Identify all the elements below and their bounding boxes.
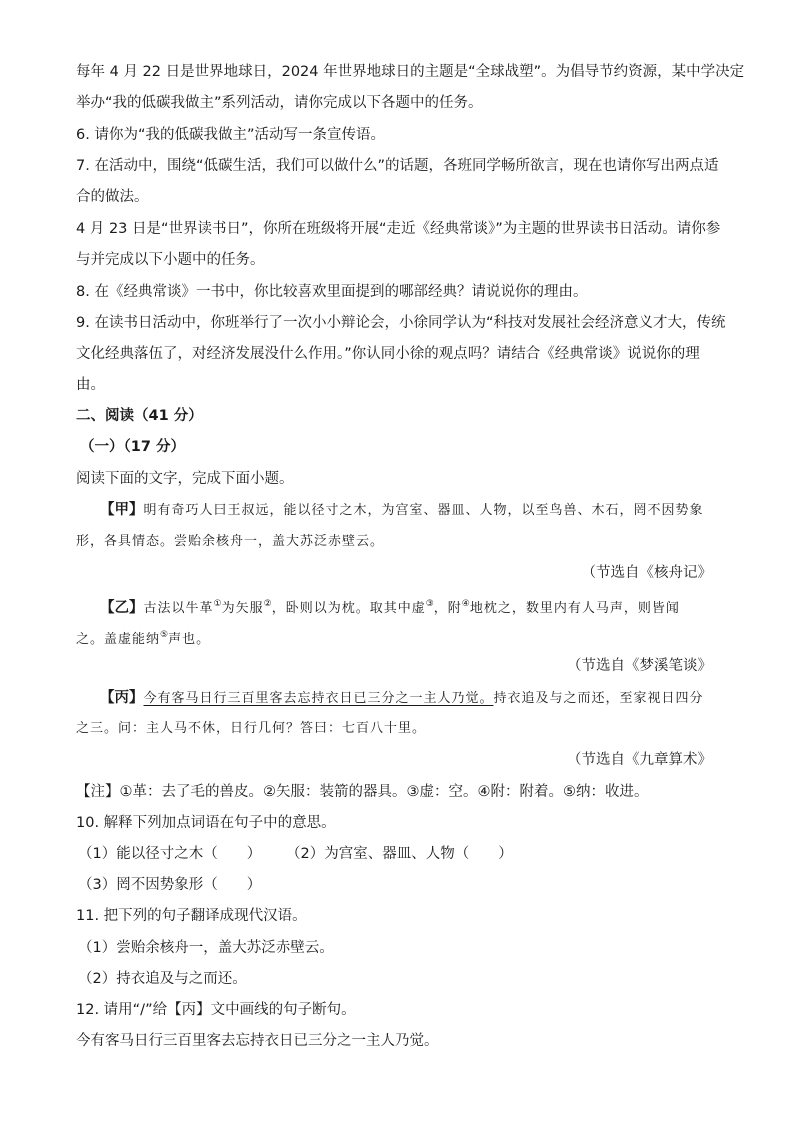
question-9-line-3: 由。 (76, 377, 105, 393)
question-11-item-2: （2）持衣追及与之而还。 (78, 971, 247, 987)
note-marker-3: ③ (425, 599, 434, 609)
passage-bing-line-1: 【丙】今有客马日行三百里客去忘持衣日已三分之一主人乃觉。持衣追及与之而还，至家视日四分 (100, 690, 704, 706)
note-marker-1: ① (213, 599, 222, 609)
passage-bing-tag: 【丙】 (100, 690, 144, 706)
note-marker-5: ⑤ (160, 630, 169, 640)
question-7-line-2: 合的做法。 (76, 189, 149, 205)
passage-jia-source: （节选自《核舟记》 (581, 565, 712, 581)
note-marker-2: ② (263, 599, 272, 609)
question-6: 6. 请你为“我的低碳我做主”活动写一条宣传语。 (76, 127, 385, 143)
reading-instruction: 阅读下面的文字，完成下面小题。 (76, 471, 294, 487)
question-9-line-1: 9. 在读书日活动中，你班举行了一次小小辩论会，小徐同学认为“科技对发展社会经济意义才大，传统 (76, 315, 726, 331)
note-marker-4: ④ (461, 599, 470, 609)
passage-yi-tag: 【乙】 (100, 599, 144, 616)
annotation-notes: 【注】①革：去了毛的兽皮。②矢服：装箭的器具。③虚：空。④附：附着。⑤纳：收进。 (76, 784, 649, 800)
question-11-item-1: （1）尝贻余核舟一，盖大苏泛赤壁云。 (78, 940, 334, 956)
question-10-stem: 10. 解释下列加点词语在句子中的意思。 (76, 815, 336, 831)
question-9-line-2: 文化经典落伍了，对经济发展没什么作用。”你认同小徐的观点吗？请结合《经典常谈》说说你的理 (76, 346, 700, 362)
passage-bing-line-2: 之三。问：主人马不休，日行几何？答曰：七百八十里。 (76, 721, 427, 736)
question-10-item-1: （1）能以径寸之木（ ） (78, 846, 262, 862)
passage-jia-line-1 (100, 500, 704, 521)
reading-day-line-2: 与并完成以下小题中的任务。 (76, 252, 265, 268)
question-8: 8. 在《经典常谈》一书中，你比较喜欢里面提到的哪部经典？请说说你的理由。 (76, 284, 588, 300)
passage-bing-underlined-sentence: 今有客马日行三百里客去忘持衣日已三分之一主人乃觉。 (143, 691, 494, 706)
intro-line-2: 举办“我的低碳我做主”系列活动，请你完成以下各题中的任务。 (76, 95, 483, 111)
passage-yi-line-2: 之。盖虚能纳⑤声也。 (76, 630, 211, 647)
intro-line-1: 每年 4 月 22 日是世界地球日，2024 年世界地球日的主题是“全球战塑”。为倡导节约资源，某中学决定 (76, 64, 745, 80)
question-11-stem: 11. 把下列的句子翻译成现代汉语。 (76, 908, 307, 924)
passage-bing-source: （节选自《九章算术》 (567, 752, 712, 768)
question-10-item-2: （2）为宫室、器皿、人物（ ） (286, 846, 513, 862)
section-2-title: 二、阅读（41 分） (76, 408, 203, 424)
question-7-line-1: 7. 在活动中，围绕“低碳生活，我们可以做什么”的话题，各班同学畅所欲言，现在也请你写出两点适 (76, 158, 719, 174)
passage-jia-tag: 【甲】 (100, 502, 144, 518)
passage-jia-line-2: 形，各具情态。尝贻余核舟一，盖大苏泛赤壁云。 (76, 534, 385, 549)
passage-jia-text-1: 明有奇巧人曰王叔远，能以径寸之木，为宫室、器皿、人物，以至鸟兽、木石，罔不因势象 (143, 503, 704, 518)
question-12-sentence: 今有客马日行三百里客去忘持衣日已三分之一主人乃觉。 (76, 1033, 439, 1049)
passage-yi-line-1: 【乙】古法以牛革①为矢服②，卧则以为枕。取其中虚③，附④地枕之，数里内有人马声，则皆闻 (100, 599, 680, 616)
reading-day-line-1: 4 月 23 日是“世界读书日”，你所在班级将开展“走近《经典常谈》”为主题的世界读书日活动。请你参 (76, 221, 721, 237)
passage-yi-source: （节选自《梦溪笔谈》 (567, 658, 712, 674)
question-10-item-3: （3）罔不因势象形（ ） (78, 877, 262, 893)
question-12-stem: 12. 请用“/”给【丙】文中画线的句子断句。 (76, 1002, 356, 1018)
part-1-title: （一）（17 分） (80, 439, 185, 455)
